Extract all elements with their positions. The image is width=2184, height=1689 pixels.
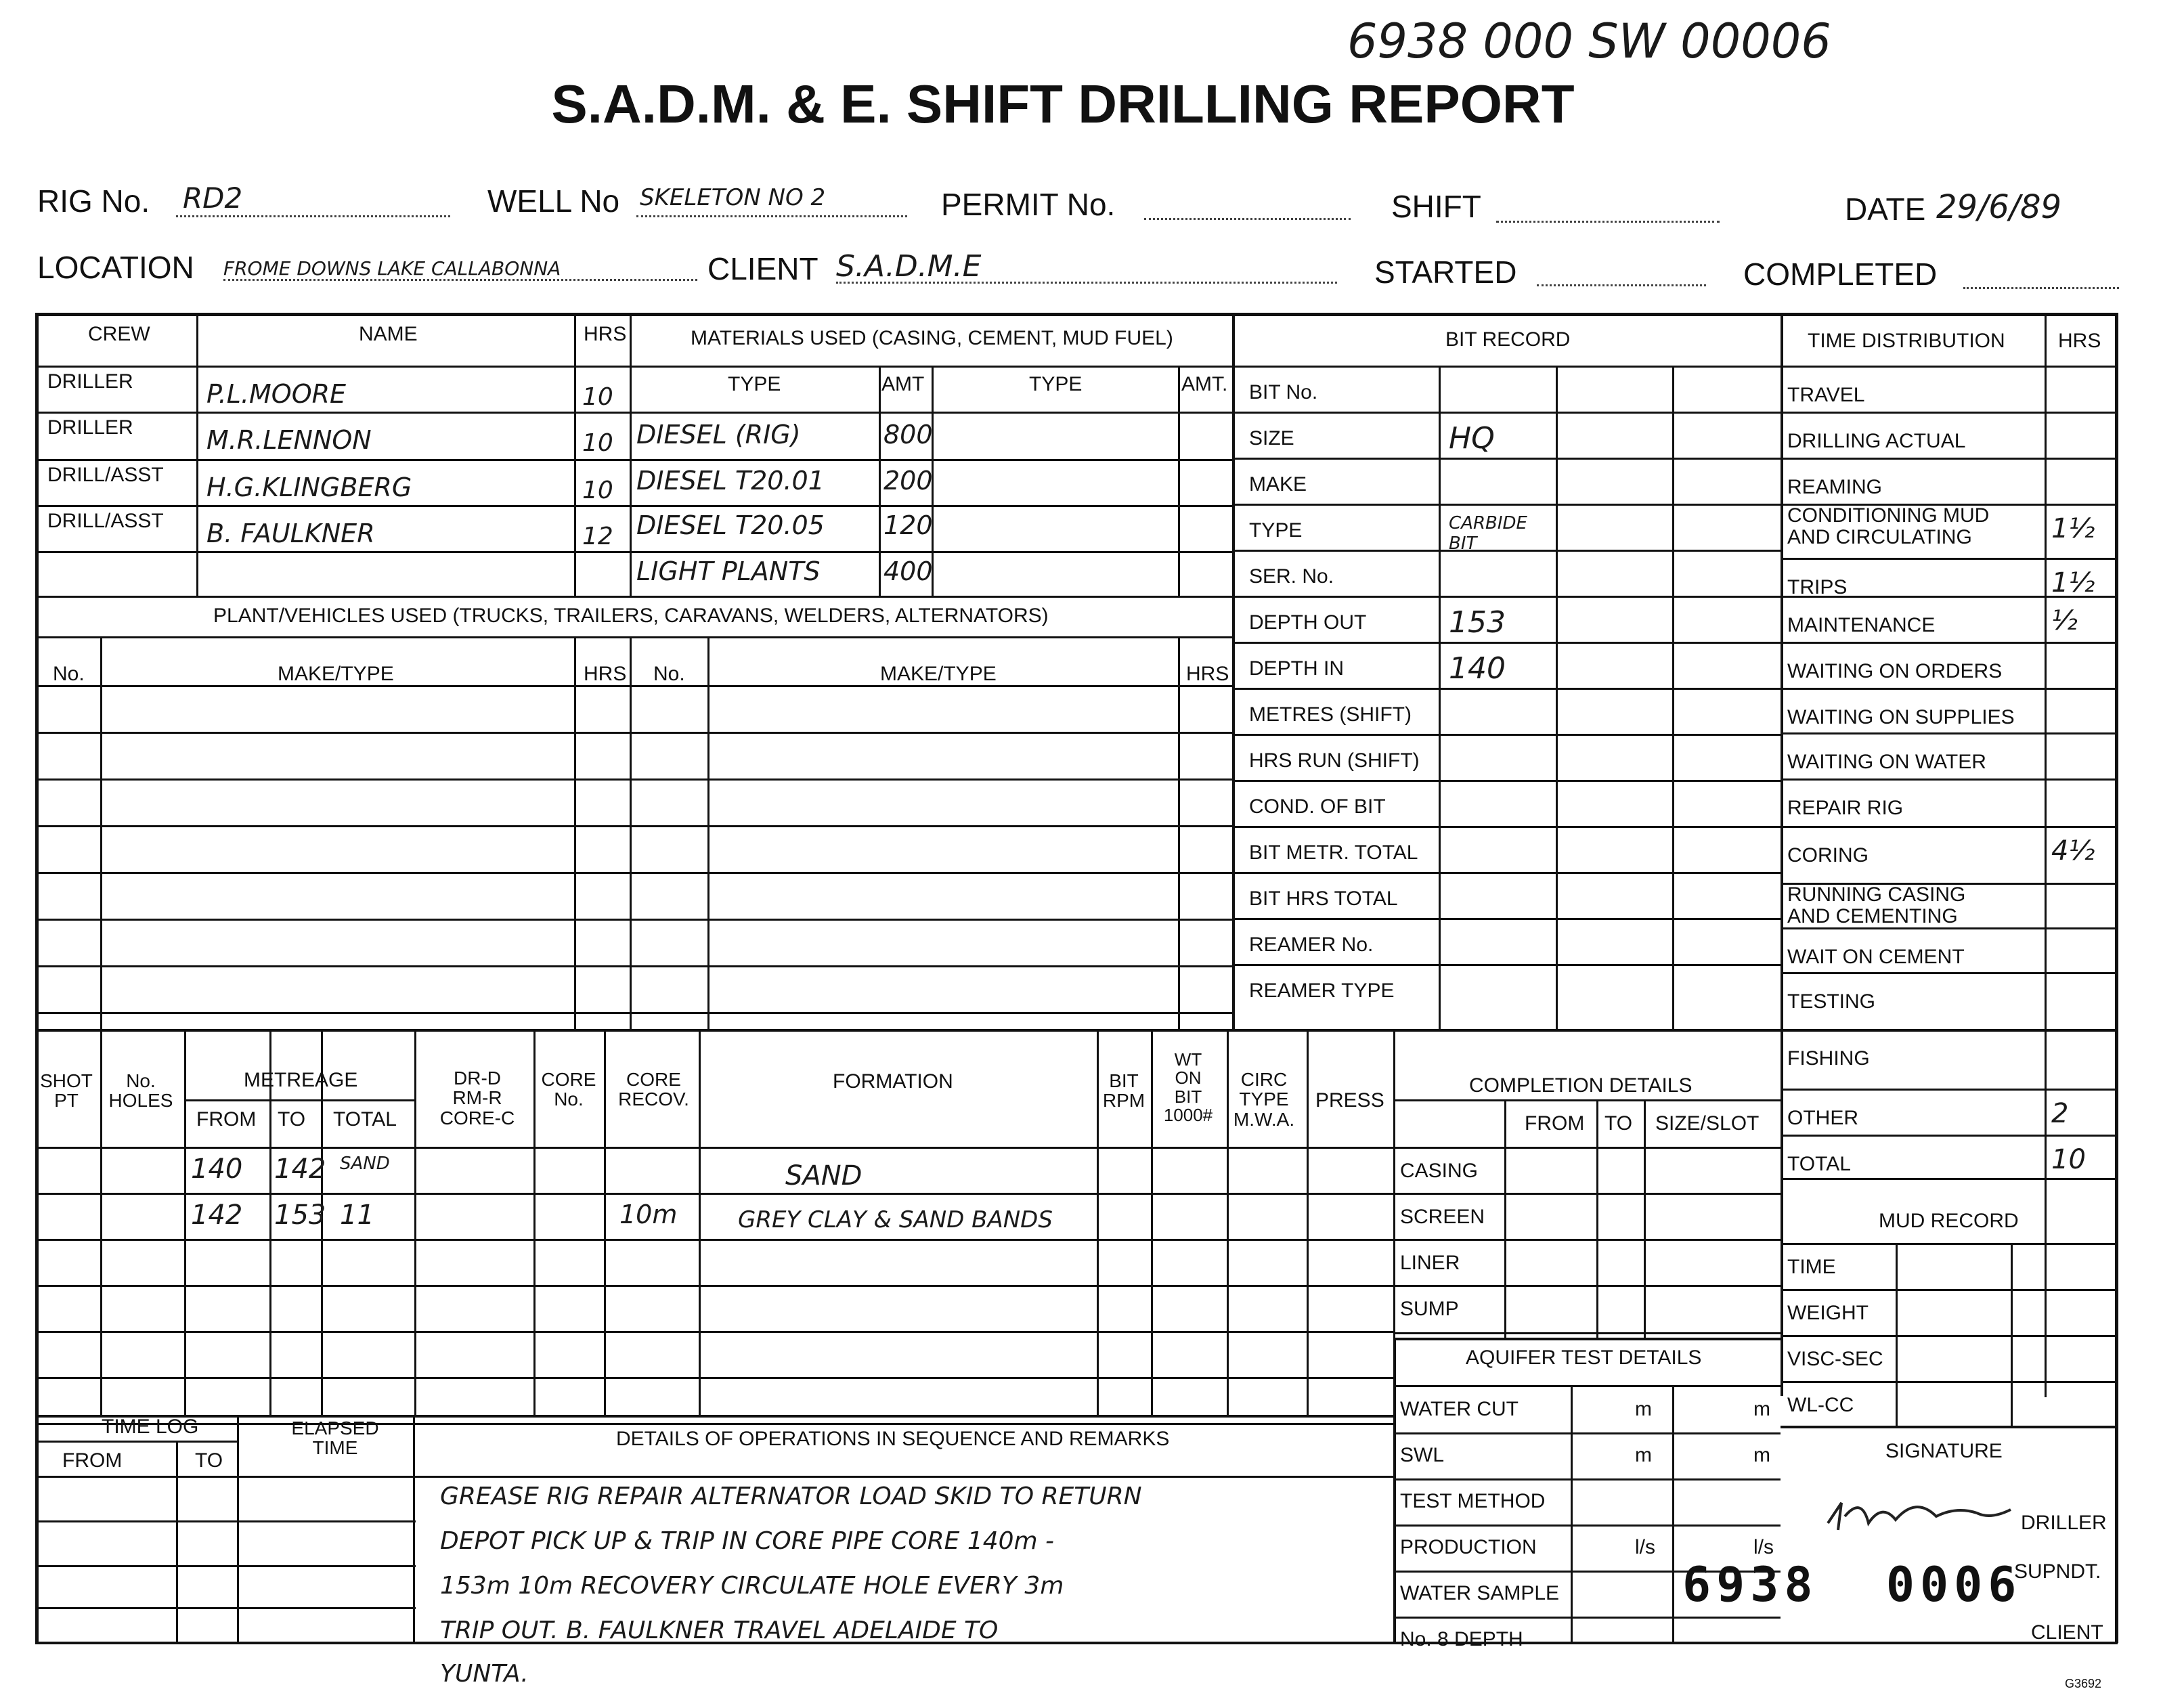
- bit-record-label: SER. No.: [1249, 565, 1334, 588]
- time-log-to-header: TO: [195, 1449, 223, 1472]
- driller-signature: [1814, 1483, 2031, 1543]
- aquifer-unit-2: l/s: [1753, 1536, 1774, 1558]
- crew-hrs[interactable]: 10: [582, 429, 613, 457]
- plant-make-header-2: MAKE/TYPE: [880, 663, 997, 685]
- aquifer-row-label: PRODUCTION: [1400, 1536, 1537, 1558]
- materials-type2-header: TYPE: [1029, 373, 1083, 395]
- crew-hrs-header: HRS: [584, 323, 627, 345]
- aquifer-unit-1: l/s: [1635, 1536, 1655, 1558]
- aquifer-unit-1: m: [1635, 1444, 1652, 1466]
- metreage-total-header: TOTAL: [333, 1108, 397, 1131]
- material-type[interactable]: DIESEL T20.05: [636, 510, 825, 540]
- started-label: STARTED: [1374, 255, 1517, 290]
- aquifer-unit-2: m: [1753, 1398, 1770, 1420]
- bit-record-label: BIT HRS TOTAL: [1249, 887, 1398, 910]
- circ-type-header: CIRC TYPE M.W.A.: [1233, 1069, 1295, 1130]
- page-title: S.A.D.M. & E. SHIFT DRILLING REPORT: [551, 74, 1575, 134]
- material-amount[interactable]: 400: [883, 556, 933, 586]
- time-distribution-label: TRIPS: [1787, 576, 1848, 598]
- plant-header: PLANT/VEHICLES USED (TRUCKS, TRAILERS, CARAVANS, WELDERS, ALTERNATORS): [213, 605, 1049, 627]
- material-type[interactable]: DIESEL (RIG): [636, 420, 801, 449]
- date-label: DATE: [1845, 192, 1926, 227]
- formation-value[interactable]: SAND: [785, 1160, 862, 1191]
- materials-header: MATERIALS USED (CASING, CEMENT, MUD FUEL): [691, 327, 1173, 349]
- time-distribution-label: TESTING: [1787, 990, 1876, 1013]
- bit-record-label: BIT METR. TOTAL: [1249, 841, 1418, 864]
- location-label: LOCATION: [37, 250, 194, 285]
- plant-make-header-1: MAKE/TYPE: [278, 663, 394, 685]
- rig-value[interactable]: RD2: [183, 181, 243, 215]
- time-distribution-label: CORING: [1787, 844, 1869, 867]
- mud-record-label: TIME: [1787, 1256, 1836, 1278]
- completion-from-header: FROM: [1525, 1112, 1585, 1135]
- completion-row-label: SCREEN: [1400, 1206, 1485, 1228]
- time-distribution-label: RUNNING CASING AND CEMENTING: [1787, 883, 1966, 927]
- core-no-header: CORE No.: [541, 1069, 596, 1110]
- wt-on-bit-header: WT ON BIT 1000#: [1163, 1049, 1213, 1125]
- rig-label: RIG No.: [37, 183, 150, 219]
- core-recovery[interactable]: 10m: [619, 1200, 678, 1229]
- aquifer-row-label: WATER CUT: [1400, 1398, 1519, 1420]
- aquifer-row-label: SWL: [1400, 1444, 1445, 1466]
- bit-record-value[interactable]: CARBIDE BIT: [1449, 513, 1527, 554]
- signature-header: SIGNATURE: [1885, 1440, 2003, 1462]
- time-distribution-label: WAITING ON WATER: [1787, 751, 1986, 773]
- metreage-from[interactable]: 140: [191, 1154, 243, 1185]
- mud-record-label: WEIGHT: [1787, 1302, 1869, 1324]
- holes-header: No. HOLES: [108, 1070, 173, 1112]
- time-distribution-label: REPAIR RIG: [1787, 797, 1904, 819]
- bit-record-label: METRES (SHIFT): [1249, 703, 1412, 726]
- completed-label: COMPLETED: [1743, 257, 1938, 292]
- time-distribution-header: TIME DISTRIBUTION: [1808, 330, 2005, 352]
- time-distribution-label: DRILLING ACTUAL: [1787, 430, 1966, 452]
- crew-hrs[interactable]: 12: [582, 523, 613, 550]
- mud-record-label: WL-CC: [1787, 1394, 1854, 1416]
- plant-hrs-header-1: HRS: [584, 663, 627, 685]
- bit-record-label: HRS RUN (SHIFT): [1249, 749, 1420, 772]
- driller-label: DRILLER: [2021, 1512, 2107, 1534]
- shot-header: SHOT PT: [40, 1070, 93, 1112]
- drd-header: DR-D RM-R CORE-C: [439, 1068, 515, 1128]
- plant-hrs-header-2: HRS: [1186, 663, 1229, 685]
- bit-record-label: DEPTH OUT: [1249, 611, 1367, 634]
- time-distribution-label: WAITING ON ORDERS: [1787, 660, 2003, 682]
- shift-label: SHIFT: [1391, 189, 1481, 224]
- material-amount[interactable]: 200: [883, 466, 933, 496]
- metreage-from-header: FROM: [196, 1108, 257, 1131]
- bit-rpm-header: BIT RPM: [1102, 1070, 1145, 1112]
- client-value[interactable]: S.A.D.M.E: [836, 249, 982, 284]
- time-distribution-hrs[interactable]: 4½: [2051, 835, 2095, 867]
- time-distribution-label: OTHER: [1787, 1107, 1858, 1129]
- permit-label: PERMIT No.: [941, 187, 1116, 222]
- material-amount[interactable]: 120: [883, 510, 933, 540]
- bit-record-value[interactable]: 153: [1449, 605, 1506, 640]
- time-distribution-label: TOTAL: [1787, 1153, 1851, 1175]
- formation-value[interactable]: GREY CLAY & SAND BANDS: [738, 1206, 1053, 1233]
- completion-header: COMPLETION DETAILS: [1469, 1074, 1692, 1097]
- metreage-to[interactable]: 142: [274, 1154, 326, 1185]
- crew-hrs[interactable]: 10: [582, 477, 613, 504]
- bit-record-label: DEPTH IN: [1249, 657, 1345, 680]
- metreage-total[interactable]: 11: [340, 1200, 374, 1231]
- completion-to-header: TO: [1604, 1112, 1633, 1135]
- bit-record-label: REAMER No.: [1249, 934, 1374, 956]
- crew-name[interactable]: M.R.LENNON: [206, 425, 372, 455]
- time-distribution-hrs[interactable]: 1½: [2051, 567, 2095, 598]
- material-type[interactable]: DIESEL T20.01: [636, 466, 825, 496]
- crew-name[interactable]: H.G.KLINGBERG: [206, 473, 412, 502]
- metreage-header: METREAGE: [244, 1069, 358, 1091]
- bit-record-value[interactable]: 140: [1449, 651, 1506, 686]
- crew-role: DRILLER: [47, 416, 133, 439]
- aquifer-row-label: TEST METHOD: [1400, 1490, 1546, 1512]
- time-distribution-label: TRAVEL: [1787, 384, 1865, 406]
- well-label: WELL No: [487, 183, 620, 219]
- crew-role: DRILL/ASST: [47, 510, 164, 532]
- location-value[interactable]: FROME DOWNS LAKE CALLABONNA: [223, 257, 561, 280]
- materials-amt2-header: AMT.: [1181, 373, 1228, 395]
- crew-name[interactable]: P.L.MOORE: [206, 379, 347, 409]
- formation-header: FORMATION: [833, 1070, 953, 1093]
- time-distribution-hrs[interactable]: 2: [2051, 1098, 2069, 1129]
- date-value[interactable]: 29/6/89: [1936, 188, 2062, 226]
- time-distribution-hrs-header: HRS: [2058, 330, 2101, 352]
- name-header: NAME: [359, 323, 418, 345]
- operation-detail-line[interactable]: 153m 10m RECOVERY CIRCULATE HOLE EVERY 3m: [440, 1572, 1064, 1600]
- client-label: CLIENT: [707, 251, 818, 286]
- aquifer-unit-2: m: [1753, 1444, 1770, 1466]
- time-log-header: TIME LOG: [102, 1416, 199, 1438]
- operation-detail-line[interactable]: DEPOT PICK UP & TRIP IN CORE PIPE CORE 140m -: [440, 1527, 1055, 1555]
- crew-name[interactable]: B. FAULKNER: [206, 519, 375, 548]
- operation-detail-line[interactable]: YUNTA.: [440, 1660, 529, 1688]
- time-distribution-label: REAMING: [1787, 476, 1883, 498]
- aquifer-unit-1: m: [1635, 1398, 1652, 1420]
- time-distribution-label: WAIT ON CEMENT: [1787, 946, 1965, 968]
- completion-row-label: LINER: [1400, 1252, 1460, 1274]
- mud-record-label: VISC-SEC: [1787, 1348, 1883, 1370]
- time-distribution-label: WAITING ON SUPPLIES: [1787, 706, 2015, 728]
- crew-role: DRILLER: [47, 370, 133, 393]
- aquifer-row-label: No. 8 DEPTH: [1400, 1628, 1523, 1650]
- plant-no-header-2: No.: [653, 663, 685, 685]
- metreage-to-header: TO: [278, 1108, 306, 1131]
- core-recov-header: CORE RECOV.: [618, 1069, 689, 1110]
- material-type[interactable]: LIGHT PLANTS: [636, 556, 821, 586]
- bit-record-label: TYPE: [1249, 519, 1303, 542]
- well-value[interactable]: SKELETON NO 2: [640, 184, 826, 211]
- plant-no-header-1: No.: [53, 663, 85, 685]
- time-distribution-label: CONDITIONING MUD AND CIRCULATING: [1787, 504, 1990, 548]
- metreage-from[interactable]: 142: [191, 1200, 243, 1231]
- bit-record-value[interactable]: HQ: [1449, 421, 1495, 456]
- time-distribution-hrs[interactable]: 1½: [2051, 513, 2095, 544]
- aquifer-row-label: WATER SAMPLE: [1400, 1582, 1560, 1604]
- bit-record-label: REAMER TYPE: [1249, 980, 1395, 1002]
- elapsed-time-header: ELAPSED TIME: [291, 1418, 379, 1459]
- materials-amt-header: AMT: [881, 373, 925, 395]
- aquifer-header: AQUIFER TEST DETAILS: [1466, 1346, 1702, 1369]
- material-amount[interactable]: 800: [883, 420, 933, 449]
- crew-hrs[interactable]: 10: [582, 383, 613, 411]
- stamp-number: 6938 0006: [1682, 1557, 2022, 1613]
- press-header: PRESS: [1315, 1089, 1384, 1112]
- bit-record-label: SIZE: [1249, 427, 1294, 449]
- crew-role: DRILL/ASST: [47, 464, 164, 486]
- details-header: DETAILS OF OPERATIONS IN SEQUENCE AND REMARKS: [616, 1428, 1170, 1450]
- bit-record-header: BIT RECORD: [1445, 328, 1571, 351]
- time-distribution-label: FISHING: [1787, 1047, 1870, 1070]
- time-log-from-header: FROM: [62, 1449, 123, 1472]
- bit-record-label: BIT No.: [1249, 381, 1318, 403]
- bit-record-label: MAKE: [1249, 473, 1307, 496]
- metreage-total[interactable]: SAND: [340, 1154, 390, 1174]
- operation-detail-line[interactable]: GREASE RIG REPAIR ALTERNATOR LOAD SKID TO RETURN: [440, 1483, 1142, 1510]
- completion-size-header: SIZE/SLOT: [1655, 1112, 1760, 1135]
- time-distribution-hrs[interactable]: 10: [2051, 1144, 2086, 1175]
- time-distribution-hrs[interactable]: ½: [2051, 605, 2078, 636]
- materials-type-header: TYPE: [728, 373, 781, 395]
- supndt-label: SUPNDT.: [2014, 1560, 2101, 1583]
- mud-record-header: MUD RECORD: [1879, 1210, 2019, 1232]
- completion-row-label: CASING: [1400, 1160, 1479, 1182]
- metreage-to[interactable]: 153: [274, 1200, 326, 1231]
- document-number: 6938 000 SW 00006: [1347, 14, 1831, 69]
- crew-header: CREW: [88, 323, 150, 345]
- client-sign-label: CLIENT: [2031, 1621, 2103, 1644]
- form-code: G3692: [2065, 1677, 2102, 1689]
- completion-row-label: SUMP: [1400, 1298, 1459, 1320]
- operation-detail-line[interactable]: TRIP OUT. B. FAULKNER TRAVEL ADELAIDE TO: [440, 1617, 999, 1644]
- bit-record-label: COND. OF BIT: [1249, 795, 1386, 818]
- time-distribution-label: MAINTENANCE: [1787, 614, 1936, 636]
